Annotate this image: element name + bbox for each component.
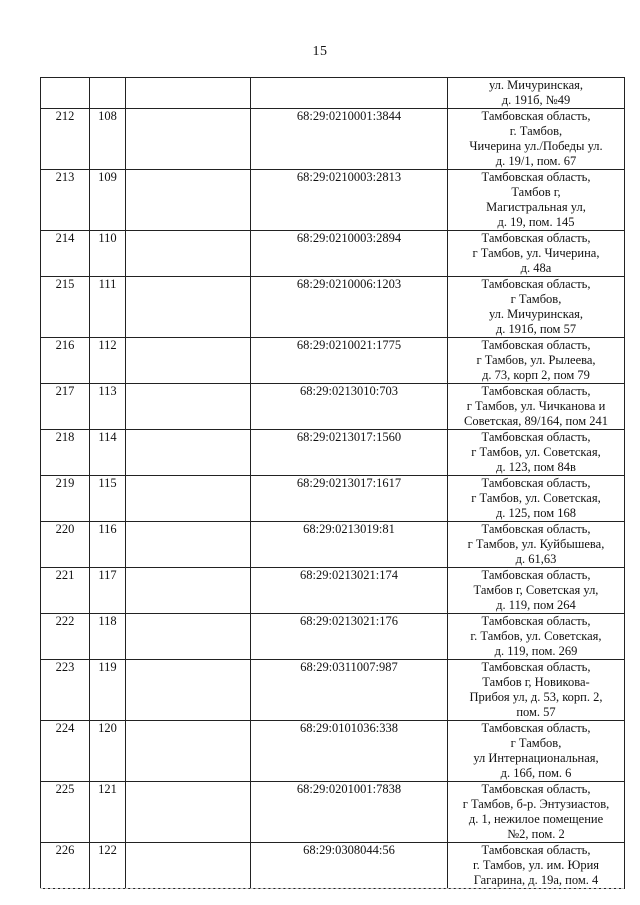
- cadastral-number: 68:29:0210021:1775: [251, 338, 448, 384]
- address-line: д. 16б, пом. 6: [500, 766, 572, 780]
- row-number: 216: [41, 338, 90, 384]
- address-cell: [448, 843, 625, 889]
- row-number: 214: [41, 231, 90, 277]
- empty-cell: [126, 384, 251, 430]
- address-line: д. 73, корп 2, пом 79: [482, 368, 590, 382]
- row-number: 225: [41, 782, 90, 843]
- address-line: Тамбовская область,: [481, 782, 591, 796]
- address-line: Тамбов г, Советская ул,: [473, 583, 599, 597]
- table-row: [41, 614, 625, 660]
- address-line: Советская, 89/164, пом 241: [463, 414, 609, 428]
- address-line: Тамбовская область,: [481, 522, 591, 536]
- row-sub-number: 111: [90, 277, 126, 338]
- address-cell: [448, 568, 625, 614]
- cadastral-number: 68:29:0210003:2813: [251, 170, 448, 231]
- row-number: 220: [41, 522, 90, 568]
- empty-cell: [126, 338, 251, 384]
- page-bottom-edge: [40, 888, 624, 890]
- table-row: [41, 170, 625, 231]
- address-line: ул Интернациональная,: [473, 751, 599, 765]
- row-sub-number: 108: [90, 109, 126, 170]
- table-row: [41, 476, 625, 522]
- empty-cell: [126, 430, 251, 476]
- empty-cell: [126, 522, 251, 568]
- table-row: [41, 782, 625, 843]
- table-row: [41, 568, 625, 614]
- address-line: Тамбовская область,: [481, 384, 591, 398]
- empty-cell: [126, 843, 251, 889]
- address-line: Гагарина, д. 19а, пом. 4: [473, 873, 599, 887]
- empty-cell: [126, 277, 251, 338]
- address-cell: [448, 78, 625, 109]
- empty-cell: [126, 170, 251, 231]
- address-line: Тамбовская область,: [481, 338, 591, 352]
- row-number: 222: [41, 614, 90, 660]
- empty-cell: [126, 78, 251, 109]
- row-number: 218: [41, 430, 90, 476]
- address-line: г Тамбов, ул. Куйбышева,: [467, 537, 605, 551]
- table-row: [41, 843, 625, 889]
- row-number: 212: [41, 109, 90, 170]
- address-line: д. 125, пом 168: [495, 506, 577, 520]
- address-line: д. 19, пом. 145: [497, 215, 575, 229]
- row-number: 217: [41, 384, 90, 430]
- row-sub-number: 117: [90, 568, 126, 614]
- row-sub-number: 116: [90, 522, 126, 568]
- cadastral-number: 68:29:0213017:1560: [251, 430, 448, 476]
- cadastral-number: 68:29:0210006:1203: [251, 277, 448, 338]
- address-line: г. Тамбов,: [509, 124, 563, 138]
- address-line: д. 19/1, пом. 67: [495, 154, 577, 168]
- cadastral-number: 68:29:0311007:987: [251, 660, 448, 721]
- cadastral-number: 68:29:0308044:56: [251, 843, 448, 889]
- address-line: г Тамбов, ул. Советская,: [471, 491, 601, 505]
- row-sub-number: 115: [90, 476, 126, 522]
- address-cell: [448, 231, 625, 277]
- address-line: г Тамбов, ул. Чичканова и: [466, 399, 606, 413]
- address-line: д. 48а: [520, 261, 552, 275]
- property-table: [40, 77, 625, 889]
- row-sub-number: 118: [90, 614, 126, 660]
- address-line: г. Тамбов, ул. Советская,: [470, 629, 602, 643]
- table-row: [41, 660, 625, 721]
- row-sub-number: 119: [90, 660, 126, 721]
- address-line: д. 119, пом 264: [496, 598, 576, 612]
- address-line: Тамбовская область,: [481, 614, 591, 628]
- address-line: Чичерина ул./Победы ул.: [469, 139, 603, 153]
- row-sub-number: 113: [90, 384, 126, 430]
- row-sub-number: 109: [90, 170, 126, 231]
- address-line: д. 123, пом 84в: [496, 460, 576, 474]
- address-line: Тамбовская область,: [481, 277, 591, 291]
- address-cell: [448, 721, 625, 782]
- cadastral-number: 68:29:0213019:81: [251, 522, 448, 568]
- address-line: Тамбовская область,: [481, 721, 591, 735]
- empty-cell: [126, 782, 251, 843]
- row-sub-number: 121: [90, 782, 126, 843]
- table-row: [41, 430, 625, 476]
- address-cell: [448, 338, 625, 384]
- address-line: Тамбовская область,: [481, 476, 591, 490]
- page-number: 15: [312, 44, 328, 59]
- address-line: Тамбовская область,: [481, 231, 591, 245]
- row-number: 226: [41, 843, 90, 889]
- address-line: Тамбовская область,: [481, 109, 591, 123]
- address-cell: [448, 614, 625, 660]
- address-line: Тамбовская область,: [481, 660, 591, 674]
- cadastral-number: 68:29:0213010:703: [251, 384, 448, 430]
- address-cell: [448, 109, 625, 170]
- address-line: г Тамбов,: [510, 736, 562, 750]
- cadastral-number: 68:29:0101036:338: [251, 721, 448, 782]
- row-sub-number: 114: [90, 430, 126, 476]
- cadastral-number: 68:29:0213021:176: [251, 614, 448, 660]
- row-number: 215: [41, 277, 90, 338]
- address-cell: [448, 660, 625, 721]
- address-line: Прибоя ул, д. 53, корп. 2,: [469, 690, 603, 704]
- address-line: г Тамбов, ул. Чичерина,: [472, 246, 600, 260]
- row-number: [41, 78, 90, 109]
- empty-cell: [126, 721, 251, 782]
- address-line: д. 1, нежилое помещение: [468, 812, 604, 826]
- row-sub-number: 110: [90, 231, 126, 277]
- cadastral-number: 68:29:0213021:174: [251, 568, 448, 614]
- row-sub-number: [90, 78, 126, 109]
- address-line: пом. 57: [516, 705, 556, 719]
- address-line: г Тамбов, б-р. Энтузиастов,: [462, 797, 610, 811]
- cadastral-number: 68:29:0201001:7838: [251, 782, 448, 843]
- address-cell: [448, 522, 625, 568]
- cadastral-number: [251, 78, 448, 109]
- address-line: д. 191б, пом 57: [495, 322, 577, 336]
- address-line: г Тамбов, ул. Рылеева,: [476, 353, 596, 367]
- cadastral-number: 68:29:0210001:3844: [251, 109, 448, 170]
- address-line: Тамбовская область,: [481, 843, 591, 857]
- table-body: [41, 78, 625, 889]
- address-line: №2, пом. 2: [507, 827, 565, 841]
- row-number: 224: [41, 721, 90, 782]
- cadastral-number: 68:29:0210003:2894: [251, 231, 448, 277]
- row-number: 219: [41, 476, 90, 522]
- row-sub-number: 120: [90, 721, 126, 782]
- address-line: Тамбов г, Новикова-: [482, 675, 590, 689]
- address-cell: [448, 782, 625, 843]
- table-row: [41, 384, 625, 430]
- address-line: д. 191б, №49: [501, 93, 571, 107]
- row-sub-number: 112: [90, 338, 126, 384]
- empty-cell: [126, 614, 251, 660]
- cadastral-number: 68:29:0213017:1617: [251, 476, 448, 522]
- table-row: [41, 231, 625, 277]
- table-row: [41, 277, 625, 338]
- address-line: ул. Мичуринская,: [488, 307, 583, 321]
- empty-cell: [126, 109, 251, 170]
- table-row: [41, 522, 625, 568]
- row-number: 213: [41, 170, 90, 231]
- address-line: Тамбовская область,: [481, 568, 591, 582]
- address-line: г Тамбов,: [510, 292, 562, 306]
- table-row: [41, 721, 625, 782]
- address-cell: [448, 384, 625, 430]
- empty-cell: [126, 476, 251, 522]
- row-sub-number: 122: [90, 843, 126, 889]
- row-number: 221: [41, 568, 90, 614]
- address-cell: [448, 430, 625, 476]
- address-line: ул. Мичуринская,: [488, 78, 583, 92]
- empty-cell: [126, 660, 251, 721]
- address-line: д. 119, пом. 269: [494, 644, 578, 658]
- address-line: Тамбов г,: [511, 185, 561, 199]
- address-line: г. Тамбов, ул. им. Юрия: [472, 858, 600, 872]
- table-row: [41, 109, 625, 170]
- address-cell: [448, 277, 625, 338]
- address-line: Магистральная ул,: [486, 200, 586, 214]
- table-row: [41, 338, 625, 384]
- address-line: Тамбовская область,: [481, 170, 591, 184]
- row-number: 223: [41, 660, 90, 721]
- empty-cell: [126, 231, 251, 277]
- address-line: Тамбовская область,: [481, 430, 591, 444]
- table-row: [41, 78, 625, 109]
- address-cell: [448, 170, 625, 231]
- address-cell: [448, 476, 625, 522]
- address-line: д. 61,63: [515, 552, 557, 566]
- empty-cell: [126, 568, 251, 614]
- address-line: г Тамбов, ул. Советская,: [471, 445, 601, 459]
